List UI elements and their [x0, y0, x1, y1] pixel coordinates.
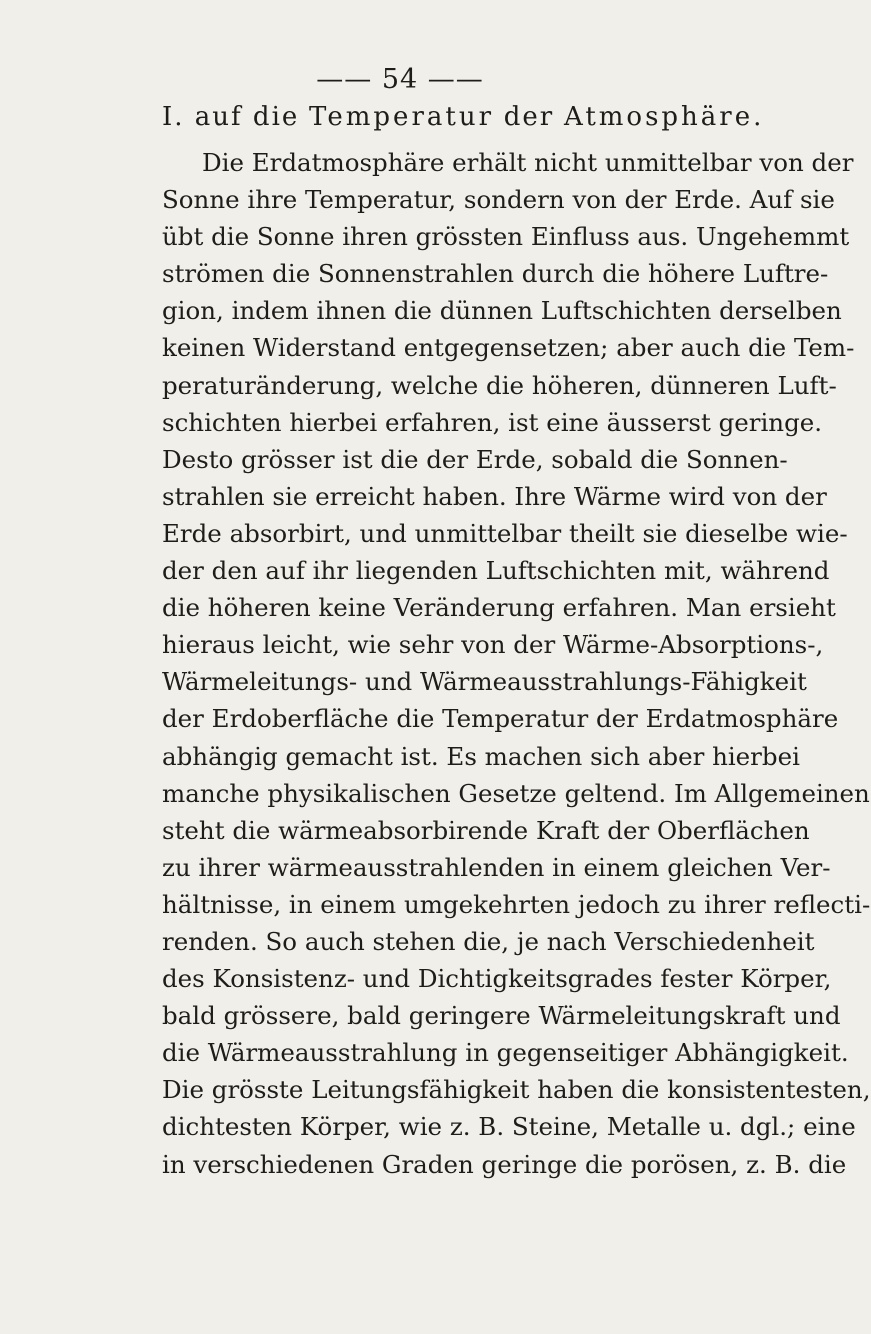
text-line: peraturänderung, welche die höheren, dünneren Luft-: [162, 370, 837, 400]
section-heading-word-atmosphaere: Atmosphäre.: [564, 102, 765, 132]
text-line: hältnisse, in einem umgekehrten jedoch zu ihrer reflecti-: [162, 889, 871, 919]
text-line: des Konsistenz- und Dichtigkeitsgrades fester Körper,: [162, 964, 832, 994]
text-line: die Wärmeausstrahlung in gegenseitiger Abhängigkeit.: [162, 1038, 849, 1068]
text-line: schichten hierbei erfahren, ist eine äusserst geringe.: [162, 407, 823, 437]
text-line: Die Erdatmosphäre erhält nicht unmittelbar von der: [202, 148, 854, 177]
text-line: übt die Sonne ihren grössten Einfluss aus. Ungehemmt: [162, 222, 850, 252]
section-heading-word-der: der: [503, 102, 555, 132]
text-line: der Erdoberfläche die Temperatur der Erdatmosphäre: [162, 704, 839, 734]
text-line: Wärmeleitungs- und Wärmeausstrahlungs-Fähigkeit: [162, 667, 807, 697]
text-line: renden. So auch stehen die, je nach Verschiedenheit: [162, 926, 815, 956]
text-line: abhängig gemacht ist. Es machen sich aber hierbei: [162, 741, 800, 771]
text-line: Erde absorbirt, und unmittelbar theilt sie dieselbe wie-: [162, 518, 848, 548]
text-line: dichtesten Körper, wie z. B. Steine, Metalle u. dgl.; eine: [162, 1112, 856, 1142]
text-line: in verschiedenen Graden geringe die porösen, z. B. die: [162, 1149, 847, 1179]
section-heading: [162, 102, 764, 132]
text-line: die höheren keine Veränderung erfahren. Man ersieht: [162, 593, 836, 623]
text-line: gion, indem ihnen die dünnen Luftschichten derselben: [162, 296, 842, 326]
text-line: zu ihrer wärmeausstrahlenden in einem gleichen Ver-: [162, 852, 831, 882]
section-heading-word-temperatur: Temperatur: [309, 102, 494, 132]
text-line: manche physikalischen Gesetze geltend. Im Allgemeinen: [162, 778, 870, 808]
text-line: Sonne ihre Temperatur, sondern von der Erde. Auf sie: [162, 185, 835, 215]
text-line: bald grössere, bald geringere Wärmeleitungskraft und: [162, 1001, 841, 1031]
text-line: hieraus leicht, wie sehr von der Wärme-Absorptions-,: [162, 630, 824, 660]
text-line: steht die wärmeabsorbirende Kraft der Oberflächen: [162, 815, 810, 845]
body-paragraph: [162, 144, 871, 1183]
text-line: strahlen sie erreicht haben. Ihre Wärme wird von der: [162, 481, 827, 511]
page-number-text: —— 54 ——: [316, 64, 484, 95]
text-line: der den auf ihr liegenden Luftschichten mit, während: [162, 556, 830, 586]
text-line: keinen Widerstand entgegensetzen; aber auch die Tem-: [162, 333, 855, 363]
page-number: [0, 64, 800, 95]
text-line: Die grösste Leitungsfähigkeit haben die konsistentesten,: [162, 1075, 871, 1105]
text-line: strömen die Sonnenstrahlen durch die höhere Luftre-: [162, 259, 829, 289]
section-heading-prefix: I. auf die: [162, 102, 300, 132]
text-line: Desto grösser ist die der Erde, sobald die Sonnen-: [162, 444, 788, 474]
